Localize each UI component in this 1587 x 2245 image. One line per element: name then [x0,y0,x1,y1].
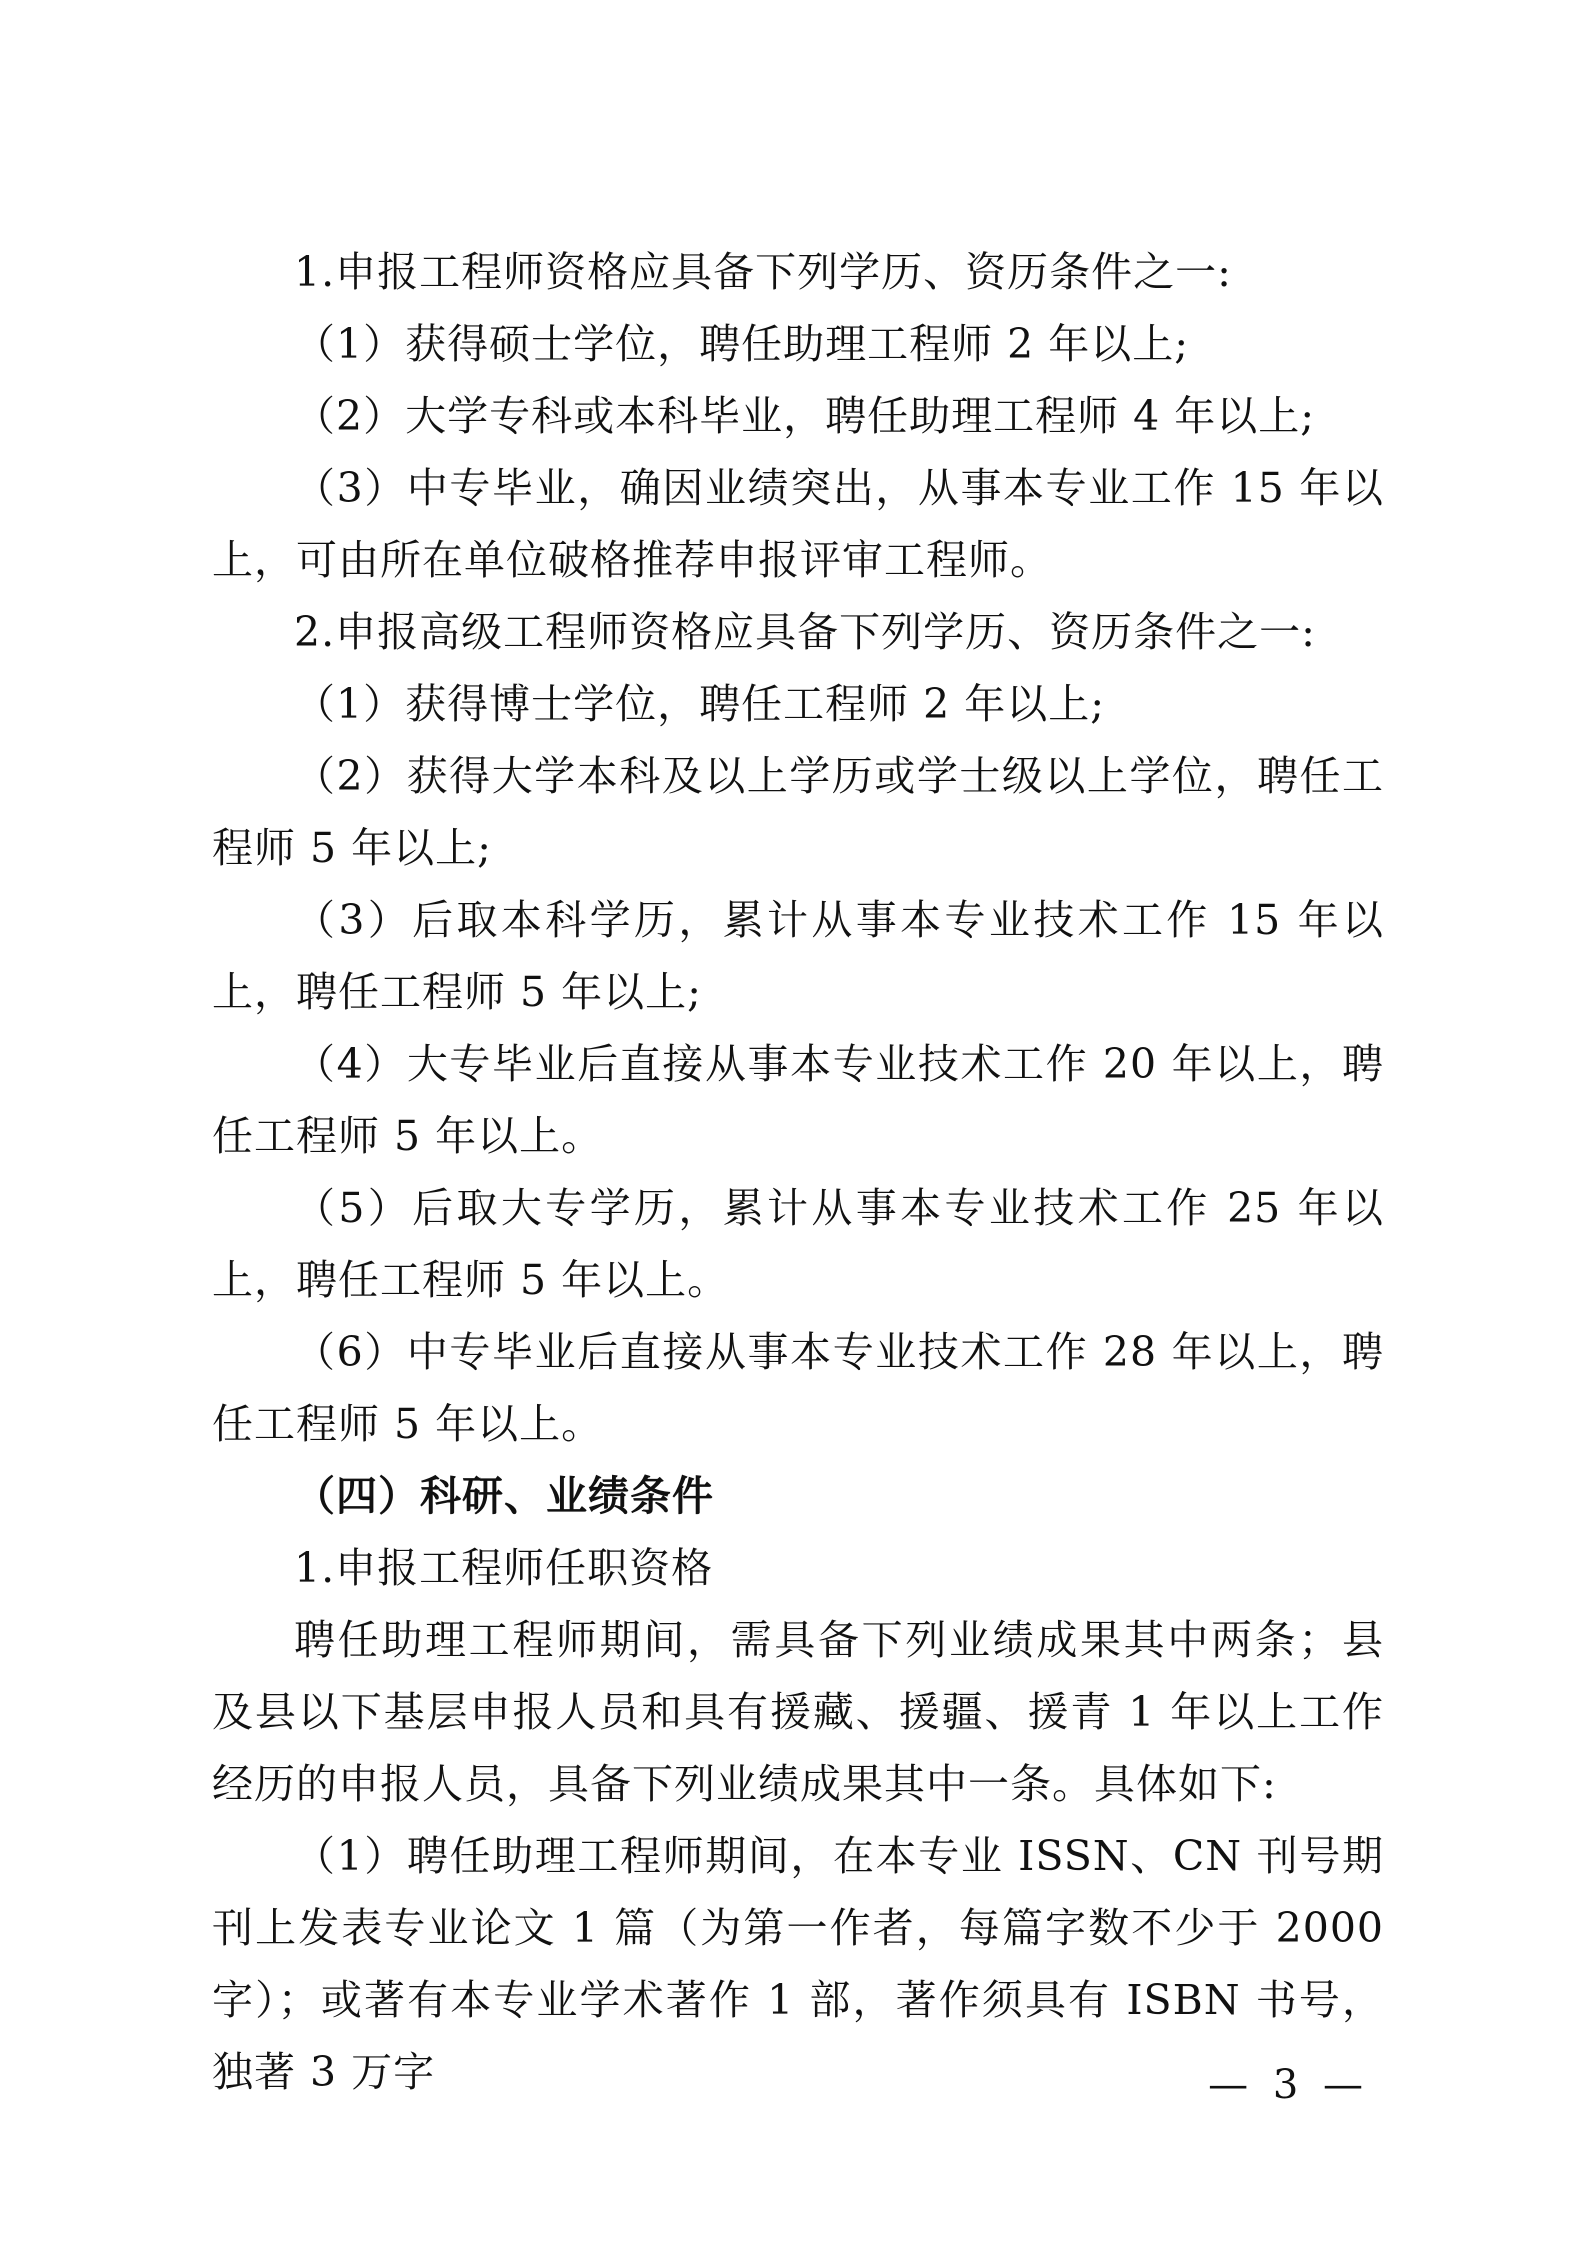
paragraph-eng-cond-3: （3）中专毕业，确因业绩突出，从事本专业工作 15 年以上，可由所在单位破格推荐申报评审工程师。 [212,464,1384,584]
paragraph-senior-cond-1: （1）获得博士学位，聘任工程师 2 年以上; [294,680,1106,728]
paragraph-eng-cond-1: （1）获得硕士学位，聘任助理工程师 2 年以上; [294,320,1190,368]
paragraph-eng-title-heading: 1.申报工程师任职资格 [294,1544,714,1592]
paragraph-eng-title-item-1: （1）聘任助理工程师期间，在本专业 ISSN、CN 刊号期刊上发表专业论文 1 篇（为第一作者，每篇字数不少于 2000 字）；或著有本专业学术著作 1 部，著作须具有 ISBN 书号，独著 3 万字 [212,1832,1384,2096]
paragraph-senior-cond-3: （3）后取本科学历，累计从事本专业技术工作 15 年以上，聘任工程师 5 年以上; [212,896,1384,1016]
document-body [212,236,1384,2108]
paragraph-eng-cond-2: （2）大学专科或本科毕业，聘任助理工程师 4 年以上; [294,392,1316,440]
paragraph-senior-cond-4: （4）大专毕业后直接从事本专业技术工作 20 年以上，聘任工程师 5 年以上。 [212,1040,1384,1160]
paragraph-eng-title-intro: 聘任助理工程师期间，需具备下列业绩成果其中两条；县及县以下基层申报人员和具有援藏、援疆、援青 1 年以上工作经历的申报人员，具备下列业绩成果其中一条。具体如下: [212,1616,1384,1808]
paragraph-senior-cond-2: （2）获得大学本科及以上学历或学士级以上学位，聘任工程师 5 年以上; [212,752,1384,872]
paragraph-senior-cond-heading: 2.申报高级工程师资格应具备下列学历、资历条件之一: [294,608,1316,656]
paragraph-eng-cond-heading: 1.申报工程师资格应具备下列学历、资历条件之一: [294,248,1232,296]
paragraph-senior-cond-5: （5）后取大专学历，累计从事本专业技术工作 25 年以上，聘任工程师 5 年以上。 [212,1184,1384,1304]
page-number: — 3 — [1208,2062,1369,2108]
paragraph-senior-cond-6: （6）中专毕业后直接从事本专业技术工作 28 年以上，聘任工程师 5 年以上。 [212,1328,1384,1448]
section-heading-four: （四）科研、业绩条件 [294,1472,714,1520]
